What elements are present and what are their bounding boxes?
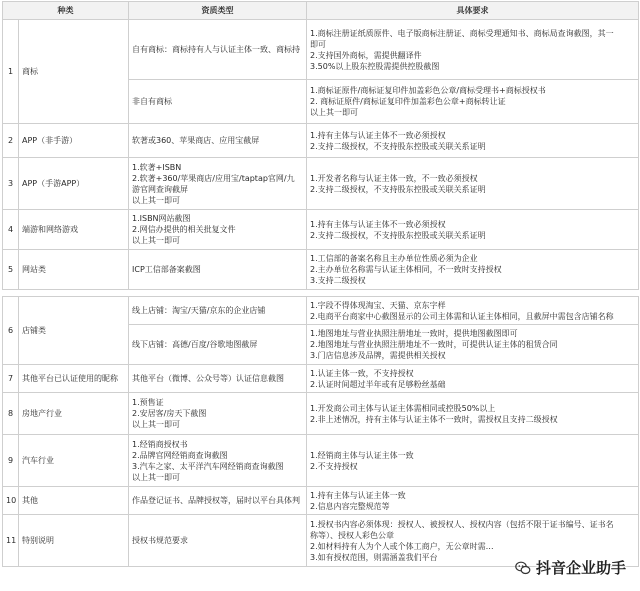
req-line: 2.支持二级授权，不支持股东控股或关联关系证明 [310,141,486,151]
row-requirement [307,20,639,80]
req-line: 1.授权书内容必须体现：授权人、被授权人、授权内容（包括不限于证书编号、证书名 [310,519,614,529]
req-line: 2.主办单位名称需与认证主体相同，不一致时支持授权 [310,265,502,274]
row-number: 7 [3,365,19,393]
row-requirement [307,365,639,393]
req-line: 1.商标证原件/商标证复印件加盖彩色公章/商标受理书+商标授权书 [310,86,546,95]
req-line: 1.持有主体与认证主体不一致必须授权 [310,130,446,140]
row-qualification [129,393,307,435]
qual-line: 3.汽车之家、太平洋汽车网经销商查询截图 [132,461,284,471]
req-line: 1.地图地址与营业执照注册地址一致时，提供地图截图即可 [310,329,518,338]
header-requirement: 具体要求 [307,2,639,20]
watermark-text: 抖音企业助手 [535,559,626,577]
header-qualification: 资质类型 [129,2,307,20]
req-line: 3.门店信息涉及品牌，需提供相关授权 [310,351,446,360]
qual-line: 其他平台（微博、公众号等）认证信息截图 [132,374,284,383]
qual-line: 自有商标：商标持有人与认证主体一致、商标持 [132,45,300,54]
row-requirement [307,250,639,290]
req-line: 2.地图地址与营业执照注册地址不一致时，可提供认证主体的租赁合同 [310,340,558,349]
row-requirement [307,210,639,250]
req-line: 2.支持二级授权，不支持股东控股或关联关系证明 [310,184,486,194]
qual-line: 线上店铺：淘宝/天猫/京东的企业店铺 [132,306,266,315]
row-type: 其他平台已认证使用的昵称 [19,365,129,393]
req-line: 即可 [310,39,326,49]
qual-line: 1.软著+ISBN [132,162,182,172]
row-qualification [129,158,307,210]
qual-line: 2.安居客/房天下截图 [132,409,207,418]
row-qualification [129,20,307,80]
qual-line: 线下店铺：高德/百度/谷歌地图截屏 [132,340,258,349]
qual-line: 1.预售证 [132,398,164,407]
qual-line: 以上其一即可 [132,236,180,245]
qual-line: 以上其一即可 [132,420,180,429]
req-line: 称等）、授权人彩色公章 [310,530,394,540]
req-line: 1.持有主体与认证主体一致 [310,490,406,500]
row-requirement [307,158,639,210]
table-row [3,393,639,435]
row-number: 4 [3,210,19,250]
req-line: 2.不支持授权 [310,461,358,471]
row-requirement [307,435,639,487]
row-qualification [129,297,307,325]
row-qualification [129,325,307,365]
qual-line: 2.网信办提供的相关批复文件 [132,225,236,234]
row-qualification [129,365,307,393]
row-requirement [307,487,639,515]
row-number: 2 [3,124,19,158]
row-type: 汽车行业 [19,435,129,487]
chat-bubble-icon [515,560,531,576]
row-qualification [129,210,307,250]
table-row [3,297,639,325]
row-type: 房地产行业 [19,393,129,435]
qualification-table [2,1,639,567]
req-line: 3.50%以上股东控股需提供控股截图 [310,61,440,71]
row-type: 特别说明 [19,515,129,567]
table-row [3,250,639,290]
row-qualification [129,250,307,290]
req-line: 1.工信部的备案名称且主办单位性质必须为企业 [310,254,478,263]
row-type: APP（手游APP） [19,158,129,210]
row-qualification [129,435,307,487]
watermark [515,557,626,578]
row-type: 网站类 [19,250,129,290]
row-number: 3 [3,158,19,210]
row-qualification [129,487,307,515]
row-number: 11 [3,515,19,567]
table-row [3,124,639,158]
req-line: 2.认证时间超过半年或有足够粉丝基础 [310,379,446,389]
qual-line: 1.ISBN网站截图 [132,214,191,223]
qual-line: ICP工信部备案截图 [132,265,201,274]
table-row [3,365,639,393]
row-type: 商标 [19,20,129,124]
table-row [3,210,639,250]
table-row [3,487,639,515]
row-type: 其他 [19,487,129,515]
req-line: 2.非上述情况，持有主体与认证主体不一致时，需授权且支持二级授权 [310,414,558,424]
row-number: 1 [3,20,19,124]
req-line: 以上其一即可 [310,108,358,117]
row-number: 8 [3,393,19,435]
row-type: APP（非手游） [19,124,129,158]
qual-line: 2.品牌官网经销商查询截图 [132,450,228,460]
req-line: 1.经销商主体与认证主体一致 [310,450,414,460]
table-section-gap [3,290,639,297]
req-line: 1.开发者名称与认证主体一致，不一致必须授权 [310,173,478,183]
req-line: 1.开发商公司主体与认证主体需相同或控股50%以上 [310,403,496,413]
row-qualification [129,80,307,124]
row-qualification [129,515,307,567]
table-header-row [3,2,639,20]
req-line: 3.支持二级授权 [310,276,366,285]
qual-line: 以上其一即可 [132,195,180,205]
req-line: 2.信息内容完整规范等 [310,501,390,511]
qual-line: 软著或360、苹果商店、应用宝截屏 [132,136,260,145]
req-line: 1.持有主体与认证主体不一致必须授权 [310,219,446,229]
row-requirement [307,393,639,435]
row-number: 9 [3,435,19,487]
row-type: 端游和网络游戏 [19,210,129,250]
req-line: 2. 商标证原件/商标证复印件加盖彩色公章+商标转让证 [310,97,506,106]
qual-line: 作品登记证书、品牌授权等，届时以平台具体判 [132,496,300,505]
table-row [3,158,639,210]
row-number: 5 [3,250,19,290]
req-line: 2.支持国外商标，需提供翻译件 [310,50,422,60]
req-line: 1.字段不得体现淘宝、天猫、京东字样 [310,300,446,310]
row-number: 10 [3,487,19,515]
row-requirement [307,297,639,325]
req-line: 2.支持二级授权，不支持股东控股或关联关系证明 [310,230,486,240]
header-type: 种类 [3,2,129,20]
row-qualification [129,124,307,158]
qual-line: 非自有商标 [132,97,172,106]
row-requirement [307,124,639,158]
qual-line: 以上其一即可 [132,472,180,482]
req-line: 2.如材料持有人为个人或个体工商户，无公章时需… [310,541,494,551]
table-row [3,20,639,80]
row-requirement [307,80,639,124]
row-number: 6 [3,297,19,365]
req-line: 1.认证主体一致，不支持授权 [310,368,414,378]
qual-line: 授权书规范要求 [132,536,188,545]
req-line: 2.电商平台商家中心截图显示的公司主体需和认证主体相同，且截屏中需包含店铺名称 [310,311,614,321]
req-line: 3.如有授权范围，则需涵盖我们平台 [310,552,438,562]
req-line: 1.商标注册证纸质原件、电子版商标注册证、商标受理通知书、商标局查询截图，其一 [310,28,614,38]
qual-line: 1.经销商授权书 [132,439,188,449]
table-row [3,435,639,487]
qual-line: 2.软著+360/苹果商店/应用宝/taptap官网/九 [132,173,295,183]
row-requirement [307,325,639,365]
row-type: 店铺类 [19,297,129,365]
qual-line: 游官网查询截屏 [132,184,188,194]
